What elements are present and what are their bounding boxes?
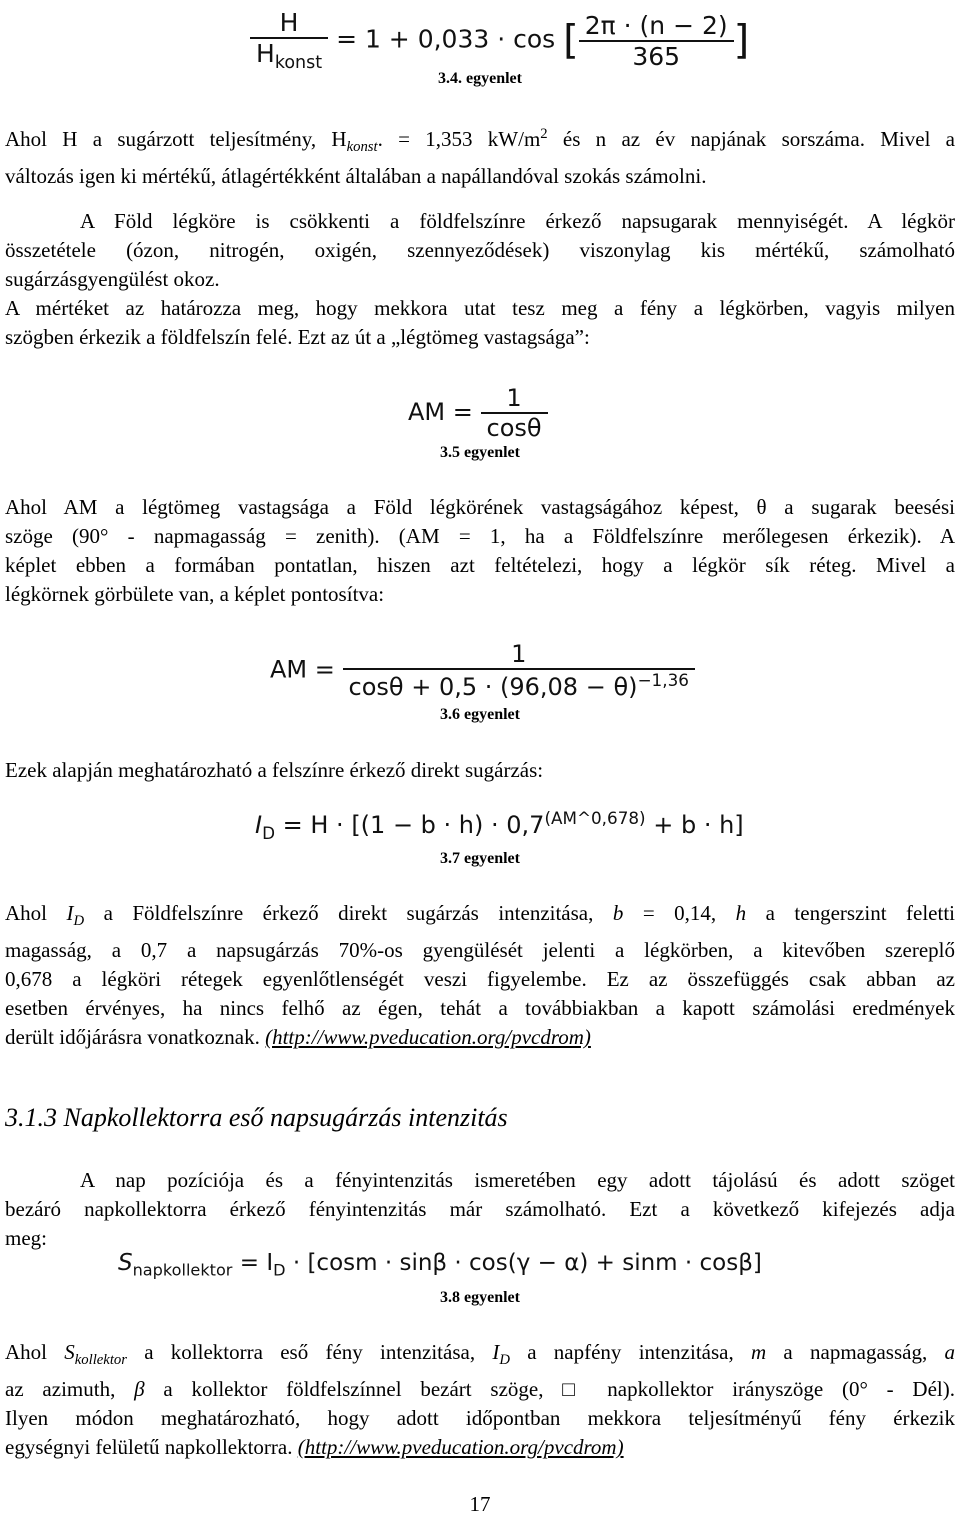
paragraph-direct-radiation-intro: Ezek alapján meghatározható a felszínre érkező direkt sugárzás: bbox=[5, 758, 544, 782]
equation-3-4-lhs: $\frac{H}{H_{konst}}$ bbox=[250, 8, 328, 73]
equation-3-4: $\frac{H}{H_{konst}}$ = 1 + 0,033 · cos [ $\frac{2\pi \cdot (n - 2)}{365}$ ] bbox=[250, 8, 749, 73]
paragraph-atmosphere: A Föld légköre is csökkenti a földfelszínre érkező napsugarak mennyiségét. A légkör összetétele (ózon, nitrogén, oxigén, szennyeződések) viszonylag kis mértékű, számolható sugárzásgyengülést okoz. A mértéket az határozza meg, hogy mekkora utat tesz meg a fény a légkörben, vagyis milyen szögben érkezik a földfelszín felé. Ezt az út a „légtömeg vastagsága”: bbox=[5, 209, 955, 349]
paragraph-air-mass: Ahol AM a légtömeg vastagsága a Föld légkörének vastagságához képest, θ a sugarak beesési szöge (90° - napmagasság = zenith). (AM = 1, ha a Földfelszínre merőlegesen érkezik). A képlet ebben a formában pontatlan, hiszen azt feltételezi, hogy a légkör sík réteg. Mivel a légkörnek görbülete van, a képlet pontosítva: bbox=[5, 495, 955, 606]
source-link-pveducation-2[interactable]: (http://www.pveducation.org/pvcdrom) bbox=[297, 1435, 624, 1460]
equation-3-4-caption: 3.4. egyenlet bbox=[438, 70, 522, 87]
paragraph-direct-radiation: Ahol $I_D$ a Földfelszínre érkező direkt sugárzás intenzitása, b = 0,14, h a tengerszint feletti magasság, a 0,7 a napsugárzás 70%-os gyengülését jelenti a légkörben, a kitevőben szereplő 0,678 a légköri rétegek egyenlőtlenségét veszi figyelembe. Ez az összefüggés csak abban az esetben érvényes, ha nincs felhő az égen, tehát a továbbiakban a kapott számolási eredmények derült időjárásra vonatkoznak. (http://www.pveducation.org/pvcdrom) bbox=[5, 901, 955, 1050]
equation-3-8-caption: 3.8 egyenlet bbox=[440, 1289, 520, 1306]
equation-3-4-fraction: $\frac{2\pi \cdot (n - 2)}{365}$ bbox=[579, 11, 734, 71]
equation-3-7-caption: 3.7 egyenlet bbox=[440, 850, 520, 867]
equation-3-7: $I_D = H \cdot [(1 - b \cdot h) \cdot 0,7^{(AM\^{}0,678)} + b \cdot h]$ bbox=[255, 808, 744, 843]
paragraph-collector: Ahol $S_{kollektor}$ a kollektorra eső fény intenzitása, $I_D$ a napfény intenzitása, m a napmagasság, a az azimuth, β a kollektor földfelszínnel bezárt szöge, □ napkollektor irányszöge (0° - Dél). Ilyen módon meghatározható, hogy adott időpontban mekkora teljesítményű fény érkezik egységnyi felületű napkollektorra. (http://www.pveducation.org/pvcdrom) bbox=[5, 1340, 955, 1460]
equation-3-8: $S_{napkollektor} = I_D \cdot [\cos m \cdot \sin\beta \cdot \cos(\gamma - \alpha) + \sin m \cdot \cos\beta]$ bbox=[118, 1250, 762, 1280]
page-number: 17 bbox=[469, 1492, 491, 1516]
equation-3-6-caption: 3.6 egyenlet bbox=[440, 706, 520, 723]
equation-3-6: AM = $\frac{1}{\cos\theta + 0,5 \cdot (96,08 - \theta)^{-1,36}}$ bbox=[270, 640, 695, 701]
section-heading: 3.1.3 Napkollektorra eső napsugárzás intenzitás bbox=[5, 1103, 508, 1132]
equation-3-5-caption: 3.5 egyenlet bbox=[440, 444, 520, 461]
source-link-pveducation[interactable]: (http://www.pveducation.org/pvcdrom) bbox=[265, 1025, 591, 1050]
equation-3-5: AM = $\frac{1}{\cos\theta}$ bbox=[408, 384, 548, 442]
paragraph-solar-constant: Ahol H a sugárzott teljesítmény, $H_{konst}$. = 1,353 $kW/m^2$ és n az év napjának sorszáma. Mivel a változás igen ki mértékű, átlagértékként általában a napállandóval szokás számolni. bbox=[5, 126, 956, 189]
paragraph-collector-intro: A nap pozíciója és a fényintenzitás ismeretében egy adott tájolású és adott szöget bezáró napkollektorra érkező fényintenzitás már számolható. Ezt a következő kifejezés adja meg: bbox=[5, 1168, 955, 1250]
